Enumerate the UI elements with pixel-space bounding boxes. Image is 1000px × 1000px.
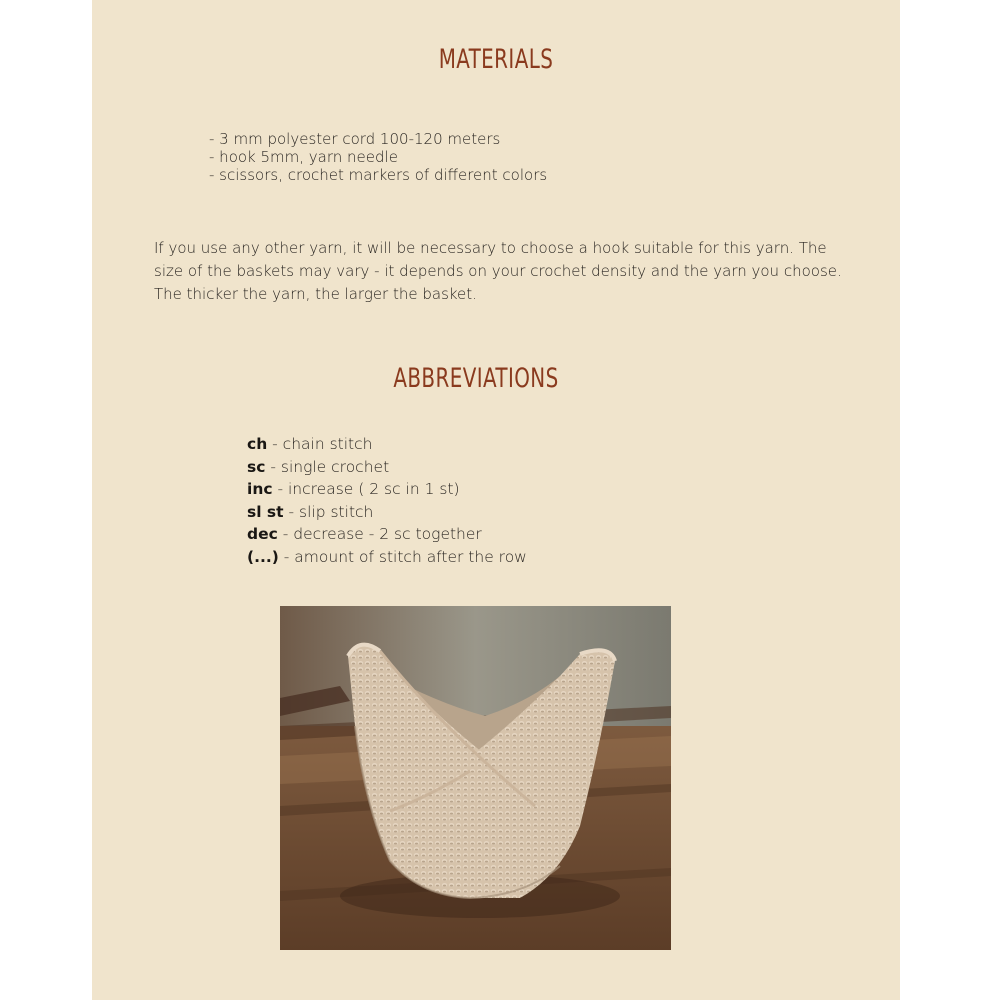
abbreviations-list xyxy=(247,433,527,568)
abbreviation-term: inc xyxy=(247,480,273,498)
abbreviation-term: (...) xyxy=(247,547,279,566)
abbreviation-desc: - increase ( 2 sc in 1 st) xyxy=(272,480,460,498)
abbreviation-item xyxy=(247,501,527,524)
abbreviation-term: sl st xyxy=(247,502,284,521)
abbreviation-item xyxy=(247,456,527,479)
abbreviation-desc: - amount of stitch after the row xyxy=(278,547,527,566)
materials-heading: MATERIALS xyxy=(438,44,554,75)
abbreviation-item xyxy=(247,478,527,501)
abbreviation-item xyxy=(247,523,527,546)
crochet-basket-photo xyxy=(280,606,671,950)
abbreviations-heading: ABBREVIATIONS xyxy=(393,363,559,394)
abbreviation-term: sc xyxy=(247,457,266,476)
materials-item: - scissors, crochet markers of different colors xyxy=(209,166,548,184)
abbreviation-item xyxy=(247,433,527,456)
abbreviation-desc: - chain stitch xyxy=(267,435,373,453)
pattern-page xyxy=(92,0,900,1000)
abbreviation-desc: - single crochet xyxy=(265,457,390,476)
crochet-basket-illustration xyxy=(280,606,671,950)
intro-paragraph: If you use any other yarn, it will be necessary to choose a hook suitable for this yarn. The size of the baskets may vary - it depends on your crochet density and the yarn you choose. The thicker the yarn, the larger the basket. xyxy=(154,239,842,303)
materials-item: - hook 5mm, yarn needle xyxy=(209,148,398,166)
abbreviation-item xyxy=(247,546,527,569)
materials-list xyxy=(209,130,547,184)
materials-item: - 3 mm polyester cord 100-120 meters xyxy=(209,130,501,148)
abbreviation-term: dec xyxy=(247,525,278,543)
abbreviation-desc: - decrease - 2 sc together xyxy=(277,525,482,543)
abbreviation-desc: - slip stitch xyxy=(283,502,374,521)
abbreviation-term: ch xyxy=(247,435,268,453)
